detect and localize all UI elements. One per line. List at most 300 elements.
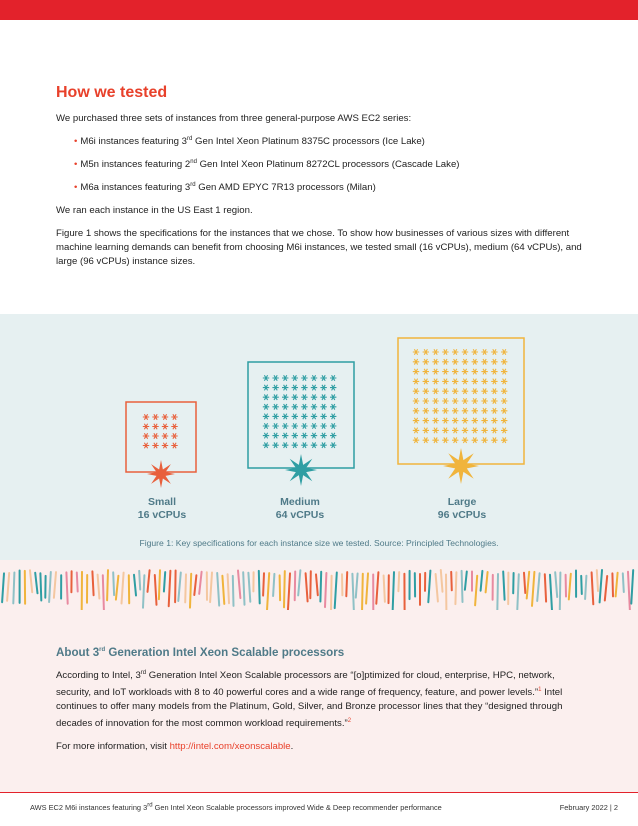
- vcpu-star-icon: [472, 349, 478, 355]
- vcpu-star-icon: [143, 443, 149, 449]
- vcpu-star-icon: [501, 349, 507, 355]
- fringe-stroke: [612, 573, 613, 596]
- vcpu-star-icon: [263, 423, 269, 429]
- vcpu-star-icon: [292, 442, 298, 448]
- vcpu-star-icon: [462, 379, 468, 385]
- fringe-stroke: [550, 575, 552, 610]
- vcpu-star-icon: [171, 443, 177, 449]
- footer-title: AWS EC2 M6i instances featuring 3rd Gen Intel Xeon Scalable processors improved Wide & Deep recommender performance: [30, 802, 442, 812]
- fringe-stroke: [537, 573, 539, 601]
- vcpu-star-icon: [171, 414, 177, 420]
- fringe-stroke: [288, 573, 290, 610]
- vcpu-star-icon: [491, 398, 497, 404]
- fringe-stroke: [185, 574, 186, 602]
- fringe-stroke: [92, 571, 93, 595]
- vcpu-star-icon: [292, 394, 298, 400]
- vcpu-star-icon: [452, 428, 458, 434]
- fringe-stroke: [451, 572, 452, 590]
- vcpu-star-icon: [452, 349, 458, 355]
- vcpu-star-icon: [413, 359, 419, 365]
- vcpu-star-icon: [413, 349, 419, 355]
- fringe-stroke: [462, 571, 463, 602]
- vcpu-star-icon: [432, 428, 438, 434]
- vcpu-star-icon: [413, 398, 419, 404]
- vcpu-star-icon: [442, 379, 448, 385]
- list-item: • M6a instances featuring 3rd Gen AMD EPYC 7R13 processors (Milan): [74, 181, 376, 193]
- fringe-stroke: [555, 572, 557, 597]
- vcpu-star-icon: [491, 379, 497, 385]
- fringe-stroke: [66, 572, 67, 603]
- vcpu-star-icon: [320, 414, 326, 420]
- bullet-icon: •: [74, 159, 78, 170]
- vcpu-star-icon: [263, 433, 269, 439]
- vcpu-star-icon: [501, 388, 507, 394]
- vcpu-star-icon: [452, 408, 458, 414]
- fringe-stroke: [178, 573, 181, 602]
- vcpu-star-icon: [481, 349, 487, 355]
- vcpu-star-icon: [481, 369, 487, 375]
- about-title: About 3rd Generation Intel Xeon Scalable processors: [56, 646, 345, 659]
- vcpu-star-icon: [472, 398, 478, 404]
- fringe-stroke: [481, 571, 483, 591]
- fringe-stroke: [569, 574, 571, 600]
- vcpu-star-icon: [432, 349, 438, 355]
- fringe-stroke: [503, 572, 504, 600]
- size-star-icon: [285, 454, 317, 486]
- about-paragraph: According to Intel, 3rd Generation Intel Xeon Scalable processors are “[o]ptimized for cloud, enterprise, HPC, network, security, and IoT workloads with 8 to 40 powerful cores and a wide range of frequency, feature, and power levels.”$^1$ Intel continues to offer many models from the Platinum, Gold, Silver, and Bronze processor lines that they “designed through decades of innovation for the most common workload requirements.”$^2$: [56, 669, 563, 730]
- vcpu-star-icon: [413, 369, 419, 375]
- vcpu-star-icon: [491, 428, 497, 434]
- fringe-stroke: [222, 576, 224, 604]
- vcpu-star-icon: [481, 418, 487, 424]
- fringe-stroke: [143, 575, 144, 608]
- vcpu-star-icon: [282, 375, 288, 381]
- fringe-stroke: [169, 571, 171, 606]
- vcpu-star-icon: [320, 442, 326, 448]
- vcpu-star-icon: [432, 418, 438, 424]
- vcpu-star-icon: [413, 408, 419, 414]
- vcpu-star-icon: [491, 418, 497, 424]
- vcpu-star-icon: [501, 379, 507, 385]
- how-we-tested-section: [56, 84, 586, 278]
- fringe-stroke: [116, 576, 119, 600]
- fringe-stroke: [210, 573, 212, 603]
- vcpu-star-icon: [491, 359, 497, 365]
- vcpu-star-icon: [263, 442, 269, 448]
- fringe-stroke: [243, 572, 244, 604]
- vcpu-star-icon: [481, 408, 487, 414]
- vcpu-star-icon: [472, 428, 478, 434]
- fringe-stroke: [190, 574, 191, 608]
- vcpu-star-icon: [442, 418, 448, 424]
- vcpu-star-icon: [423, 349, 429, 355]
- vcpu-star-icon: [462, 359, 468, 365]
- fringe-stroke: [597, 570, 598, 591]
- fringe-stroke: [2, 573, 4, 602]
- vcpu-star-icon: [311, 433, 317, 439]
- vcpu-star-icon: [143, 424, 149, 430]
- size-star-icon: [443, 448, 479, 484]
- list-item: • M6i instances featuring 3rd Gen Intel Xeon Platinum 8375C processors (Ice Lake): [74, 135, 425, 147]
- vcpu-star-icon: [152, 433, 158, 439]
- fringe-stroke: [600, 570, 602, 602]
- vcpu-star-icon: [282, 433, 288, 439]
- fringe-stroke: [134, 575, 136, 596]
- fringe-stroke: [352, 574, 354, 610]
- fringe-stroke: [233, 576, 234, 606]
- vcpu-star-icon: [320, 433, 326, 439]
- vcpu-star-icon: [442, 408, 448, 414]
- fringe-stroke: [98, 575, 100, 599]
- vcpu-star-icon: [452, 388, 458, 394]
- vcpu-star-icon: [423, 369, 429, 375]
- vcpu-star-icon: [423, 359, 429, 365]
- fringe-stroke: [295, 572, 296, 601]
- vcpu-star-icon: [162, 433, 168, 439]
- vcpu-star-icon: [491, 369, 497, 375]
- fringe-stroke: [139, 571, 140, 590]
- vcpu-star-icon: [301, 442, 307, 448]
- list-item: • M5n instances featuring 2nd Gen Intel Xeon Platinum 8272CL processors (Cascade Lake): [74, 158, 460, 170]
- vcpu-star-icon: [301, 375, 307, 381]
- vcpu-star-icon: [320, 375, 326, 381]
- fringe-stroke: [103, 575, 104, 610]
- fringe-stroke: [159, 570, 160, 599]
- vcpu-star-icon: [301, 394, 307, 400]
- vcpu-star-icon: [292, 433, 298, 439]
- fringe-stroke: [35, 573, 37, 594]
- vcpu-star-icon: [413, 428, 419, 434]
- vcpu-star-icon: [432, 359, 438, 365]
- instance-list: [56, 135, 586, 195]
- vcpu-star-icon: [311, 375, 317, 381]
- vcpu-star-icon: [272, 414, 278, 420]
- vcpu-star-icon: [263, 385, 269, 391]
- vcpu-star-icon: [330, 414, 336, 420]
- vcpu-star-icon: [432, 398, 438, 404]
- fringe-stroke: [398, 572, 399, 591]
- vcpu-star-icon: [272, 404, 278, 410]
- vcpu-star-icon: [301, 414, 307, 420]
- vcpu-star-icon: [452, 418, 458, 424]
- vcpu-star-icon: [462, 388, 468, 394]
- vcpu-star-icon: [152, 443, 158, 449]
- vcpu-star-icon: [330, 433, 336, 439]
- fringe-stroke: [13, 573, 14, 604]
- fringe-stroke: [335, 573, 337, 609]
- fringe-stroke: [306, 573, 308, 601]
- vcpu-star-icon: [472, 388, 478, 394]
- vcpu-star-icon: [501, 428, 507, 434]
- fringe-stroke: [310, 571, 311, 598]
- vcpu-star-icon: [292, 414, 298, 420]
- intel-link[interactable]: http://intel.com/xeonscalable: [169, 741, 291, 753]
- fringe-stroke: [77, 573, 78, 592]
- figure-caption: Figure 1: Key specifications for each instance size we tested. Source: Principled Technologies.: [139, 538, 499, 548]
- vcpu-star-icon: [501, 359, 507, 365]
- vcpu-star-icon: [481, 359, 487, 365]
- fringe-stroke: [320, 572, 321, 602]
- decorative-fringe: [0, 566, 638, 610]
- vcpu-star-icon: [330, 375, 336, 381]
- fringe-stroke: [259, 571, 260, 604]
- fringe-stroke: [623, 573, 624, 592]
- fringe-stroke: [616, 573, 618, 597]
- vcpu-star-icon: [442, 359, 448, 365]
- fringe-stroke: [497, 574, 498, 610]
- vcpu-star-icon: [292, 423, 298, 429]
- vcpu-star-icon: [472, 437, 478, 443]
- fringe-stroke: [592, 572, 594, 604]
- fringe-stroke: [280, 575, 281, 600]
- fringe-stroke: [217, 573, 219, 606]
- more-info-text: For more information, visit http://intel.com/xeonscalable.: [56, 741, 294, 753]
- vcpu-star-icon: [272, 442, 278, 448]
- footer-rule: [0, 792, 638, 793]
- vcpu-star-icon: [413, 388, 419, 394]
- fringe-stroke: [263, 573, 264, 595]
- vcpu-star-icon: [442, 437, 448, 443]
- size-label-large: Large 96 vCPUs: [437, 496, 487, 521]
- vcpu-star-icon: [472, 408, 478, 414]
- vcpu-star-icon: [452, 359, 458, 365]
- vcpu-star-icon: [282, 423, 288, 429]
- fringe-stroke: [455, 572, 456, 604]
- fringe-stroke: [366, 573, 368, 603]
- vcpu-star-icon: [162, 424, 168, 430]
- vcpu-star-icon: [462, 418, 468, 424]
- fringe-stroke: [298, 570, 300, 595]
- vcpu-star-icon: [462, 349, 468, 355]
- vcpu-star-icon: [292, 385, 298, 391]
- vcpu-star-icon: [320, 385, 326, 391]
- vcpu-star-icon: [301, 404, 307, 410]
- fringe-stroke: [532, 572, 534, 606]
- vcpu-star-icon: [481, 398, 487, 404]
- fringe-stroke: [362, 574, 363, 610]
- vcpu-star-icon: [423, 408, 429, 414]
- vcpu-star-icon: [272, 433, 278, 439]
- vcpu-star-icon: [462, 398, 468, 404]
- vcpu-star-icon: [263, 404, 269, 410]
- vcpu-star-icon: [462, 437, 468, 443]
- vcpu-star-icon: [162, 443, 168, 449]
- footnote-ref[interactable]: 1: [538, 687, 542, 693]
- vcpu-star-icon: [423, 428, 429, 434]
- vcpu-star-icon: [423, 388, 429, 394]
- vcpu-star-icon: [501, 408, 507, 414]
- vcpu-star-icon: [282, 394, 288, 400]
- bullet-icon: •: [74, 136, 78, 147]
- fringe-stroke: [284, 571, 285, 607]
- vcpu-star-icon: [432, 408, 438, 414]
- figure-description: Figure 1 shows the specifications for the instances that we chose. To show how businesses of various sizes with different machine learning demands can benefit from choosing M6i instances, we tested small (16 vCPUs), medium (64 vCPUs), and large (96 vCPUs) instance sizes.: [56, 228, 582, 267]
- vcpu-star-icon: [311, 404, 317, 410]
- vcpu-star-icon: [263, 375, 269, 381]
- fringe-stroke: [517, 574, 519, 609]
- vcpu-star-icon: [462, 369, 468, 375]
- vcpu-star-icon: [330, 442, 336, 448]
- fringe-stroke: [545, 574, 546, 601]
- footer-page-info: February 2022 | 2: [559, 803, 618, 812]
- about-section: [56, 646, 586, 763]
- fringe-stroke: [175, 571, 176, 603]
- vcpu-star-icon: [320, 404, 326, 410]
- top-accent-bar: [0, 0, 638, 20]
- vcpu-star-icon: [491, 408, 497, 414]
- vcpu-star-icon: [143, 433, 149, 439]
- fringe-stroke: [585, 576, 586, 599]
- vcpu-star-icon: [481, 437, 487, 443]
- vcpu-star-icon: [423, 437, 429, 443]
- fringe-stroke: [465, 572, 467, 590]
- fringe-stroke: [107, 570, 108, 600]
- vcpu-star-icon: [320, 423, 326, 429]
- vcpu-star-icon: [311, 385, 317, 391]
- instance-size-illustration: [0, 314, 638, 560]
- vcpu-star-icon: [162, 414, 168, 420]
- vcpu-star-icon: [272, 375, 278, 381]
- vcpu-star-icon: [282, 404, 288, 410]
- vcpu-star-icon: [432, 379, 438, 385]
- fringe-stroke: [581, 576, 582, 594]
- vcpu-star-icon: [472, 359, 478, 365]
- fringe-stroke: [54, 572, 56, 598]
- vcpu-star-icon: [423, 418, 429, 424]
- fringe-stroke: [49, 572, 51, 602]
- fringe-stroke: [148, 570, 150, 592]
- footnote-ref[interactable]: 2: [347, 718, 352, 725]
- intro-text: We purchased three sets of instances from three general-purpose AWS EC2 series:: [56, 113, 412, 124]
- vcpu-star-icon: [272, 423, 278, 429]
- fringe-stroke: [384, 576, 385, 602]
- size-star-icon: [147, 460, 175, 488]
- vcpu-star-icon: [301, 385, 307, 391]
- page-footer: [0, 792, 638, 826]
- fringe-stroke: [428, 571, 430, 603]
- fringe-stroke: [228, 574, 229, 603]
- region-text: We ran each instance in the US East 1 region.: [56, 205, 253, 216]
- vcpu-star-icon: [442, 388, 448, 394]
- vcpu-star-icon: [311, 423, 317, 429]
- vcpu-star-icon: [311, 394, 317, 400]
- fringe-stroke: [199, 572, 201, 594]
- vcpu-star-icon: [501, 398, 507, 404]
- fringe-stroke: [560, 573, 561, 610]
- vcpu-star-icon: [501, 369, 507, 375]
- vcpu-star-icon: [423, 398, 429, 404]
- vcpu-star-icon: [171, 424, 177, 430]
- vcpu-star-icon: [272, 394, 278, 400]
- vcpu-star-icon: [442, 398, 448, 404]
- vcpu-star-icon: [481, 388, 487, 394]
- vcpu-star-icon: [442, 349, 448, 355]
- fringe-stroke: [628, 572, 630, 610]
- fringe-stroke: [605, 576, 607, 601]
- fringe-stroke: [524, 573, 525, 593]
- fringe-stroke: [527, 572, 530, 599]
- fringe-stroke: [316, 574, 318, 595]
- vcpu-star-icon: [481, 428, 487, 434]
- vcpu-star-icon: [452, 369, 458, 375]
- fringe-stroke: [376, 572, 378, 603]
- fringe-stroke: [356, 574, 358, 598]
- fringe-stroke: [113, 572, 114, 595]
- fringe-stroke: [436, 574, 438, 602]
- vcpu-star-icon: [263, 414, 269, 420]
- vcpu-star-icon: [413, 379, 419, 385]
- vcpu-star-icon: [442, 428, 448, 434]
- fringe-stroke: [267, 573, 269, 610]
- vcpu-star-icon: [432, 369, 438, 375]
- fringe-stroke: [164, 572, 165, 591]
- fringe-stroke: [122, 573, 124, 604]
- vcpu-star-icon: [282, 385, 288, 391]
- vcpu-star-icon: [452, 398, 458, 404]
- vcpu-star-icon: [491, 388, 497, 394]
- vcpu-star-icon: [143, 414, 149, 420]
- vcpu-star-icon: [311, 442, 317, 448]
- vcpu-star-icon: [472, 369, 478, 375]
- vcpu-star-icon: [501, 418, 507, 424]
- fringe-stroke: [325, 573, 326, 607]
- fringe-stroke: [40, 573, 41, 600]
- vcpu-star-icon: [311, 414, 317, 420]
- vcpu-star-icon: [462, 408, 468, 414]
- figure-panel: [0, 314, 638, 560]
- fringe-stroke: [273, 574, 274, 596]
- vcpu-star-icon: [491, 437, 497, 443]
- vcpu-star-icon: [330, 423, 336, 429]
- vcpu-star-icon: [423, 379, 429, 385]
- vcpu-star-icon: [301, 423, 307, 429]
- fringe-stroke: [346, 572, 347, 596]
- vcpu-star-icon: [452, 379, 458, 385]
- vcpu-star-icon: [263, 394, 269, 400]
- fringe-stroke: [631, 570, 633, 604]
- vcpu-star-icon: [152, 414, 158, 420]
- vcpu-star-icon: [413, 437, 419, 443]
- vcpu-star-icon: [330, 404, 336, 410]
- fringe-stroke: [475, 576, 477, 606]
- vcpu-star-icon: [472, 379, 478, 385]
- fringe-stroke: [248, 573, 250, 602]
- vcpu-star-icon: [491, 349, 497, 355]
- vcpu-star-icon: [292, 404, 298, 410]
- fringe-stroke: [30, 570, 32, 592]
- size-label-medium: Medium 64 vCPUs: [275, 496, 325, 521]
- section-title: How we tested: [56, 84, 168, 101]
- vcpu-star-icon: [442, 369, 448, 375]
- vcpu-star-icon: [501, 437, 507, 443]
- vcpu-star-icon: [171, 433, 177, 439]
- vcpu-star-icon: [432, 437, 438, 443]
- vcpu-star-icon: [292, 375, 298, 381]
- vcpu-star-icon: [330, 394, 336, 400]
- vcpu-star-icon: [272, 385, 278, 391]
- bullet-icon: •: [74, 182, 78, 193]
- fringe-stroke: [194, 575, 196, 595]
- vcpu-star-icon: [481, 379, 487, 385]
- fringe-stroke: [331, 576, 332, 610]
- vcpu-star-icon: [152, 424, 158, 430]
- size-label-small: Small 16 vCPUs: [137, 496, 187, 521]
- vcpu-star-icon: [413, 418, 419, 424]
- vcpu-star-icon: [452, 437, 458, 443]
- fringe-stroke: [7, 573, 9, 601]
- vcpu-star-icon: [432, 388, 438, 394]
- fringe-stroke: [441, 570, 443, 592]
